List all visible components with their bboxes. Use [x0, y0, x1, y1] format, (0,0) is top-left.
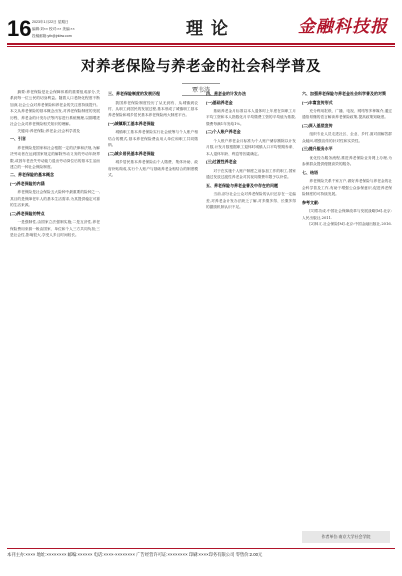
- paragraph: 养老保险是国家和社会根据一定的法律和法规,为解决劳动者在达到国家规定的解除劳动义务的劳动年龄界限,或因年老丧失劳动能力退出劳动岗位后的基本生活而建立的一种社会保险制度。: [10, 145, 100, 170]
- sub-heading: (一)丰富宣传形式: [302, 99, 333, 105]
- paragraph: 关键词:养老保险;养老金;社会科学普及: [17, 128, 81, 133]
- paragraph: 一是强制性,由国家立法强制实施;二是互济性,养老保险费用来源一般由国家、单位和个人三方共同负担;三是社会性,影响很大,享受人多且时间较长。: [10, 220, 100, 238]
- paragraph: 充分利用报纸、广播、电视、网络等多种媒介,通过通俗易懂的语言解读养老保险政策,提高政策知晓度。: [302, 109, 392, 120]
- section-title: 理 论: [186, 19, 229, 39]
- page-number: 16: [7, 16, 32, 41]
- sub-heading: (二)养老保险的特点: [10, 210, 45, 216]
- editor-line: 编辑:刘×× 校对:×× 美编:××: [32, 27, 75, 31]
- article-headline: 对养老保险与养老金的社会科学普及: [81, 58, 321, 75]
- paragraph: 我国养老保险制度经历了从无到有、从城镇到农村、从职工到居民的发展过程,基本形成了城镇职工基本养老保险和城乡居民基本养老保险两大制度平台。: [108, 100, 198, 118]
- section-heading: 七、结语: [302, 169, 318, 175]
- paragraph: 当前,部分社会公众对养老保险的认识还存在一定偏差,对养老金计发办法缺乏了解,对多缴多得、长缴多得的激励机制认识不足。: [206, 192, 296, 210]
- column-2: [108, 89, 198, 531]
- paragraph: 摘要:养老保险是社会保障体系的重要组成部分,关系到每一位公民的切身利益。随着人口老龄化程度不断加深,社会公众对养老保险和养老金的关注度持续提升。本文从养老保险的基本概念出发,对养老保险制度的发展历程、养老金的计发办法等内容进行系统梳理,以期增进社会公众对养老保险相关知识的理解。: [10, 90, 100, 127]
- sub-heading: (二)个人账户养老金: [206, 129, 241, 135]
- sub-heading: (二)深入基层宣传: [302, 122, 333, 128]
- newspaper-logo: 金融科技报: [298, 17, 388, 37]
- sub-heading: (一)基础养老金: [206, 99, 233, 105]
- paragraph: 城镇职工基本养老保险实行社会统筹与个人账户相结合的模式,基本养老保险费由用人单位和职工共同缴纳。: [108, 130, 198, 148]
- reference-item: [1]郑功成.中国社会保障改革与发展战略[M].北京:人民出版社,2011.: [302, 209, 392, 220]
- paragraph: 个人账户养老金月标准为个人账户储存额除以计发月数,计发月数根据职工退休时城镇人口平均预期寿命、本人退休年龄、利息等因素确定。: [206, 138, 296, 156]
- date-line: 2023年1月22日 星期日: [32, 20, 69, 24]
- section-heading: 四、养老金的计发办法: [206, 91, 246, 96]
- paragraph: 养老保险关系千家万户,做好养老保险与养老金的社会科学普及工作,有助于增强公众参保意识,促进养老保险制度的可持续发展。: [302, 179, 392, 197]
- author-affiliation-box: 作者单位:南京大学社会学院: [302, 531, 390, 543]
- references-heading: 参考文献:: [302, 199, 320, 205]
- sub-heading: (三)提升服务水平: [302, 146, 333, 152]
- paragraph: 养老保险是社会保险五大险种中最重要的险种之一,其目的是保障老年人的基本生活需求,为其提供稳定可靠的生活来源。: [10, 190, 100, 208]
- section-heading: 五、养老保险与养老金普及中存在的问题: [206, 182, 278, 188]
- email-line: 投稿邮箱:yth@jrkbw.com: [32, 34, 72, 38]
- paragraph: 城乡居民基本养老保险由个人缴费、集体补助、政府补贴构成,实行个人账户与基础养老金相结合的制度模式。: [108, 160, 198, 178]
- masthead: [0, 0, 402, 44]
- article-author: 覃韦涛: [182, 83, 220, 96]
- column-3: [206, 89, 296, 531]
- footer-rule: [7, 548, 395, 549]
- paragraph: 组织专业人员走进社区、企业、乡村,面对面解答群众疑问,增强宣传的针对性和实效性。: [302, 132, 392, 143]
- section-heading: 六、加强养老保险与养老金社会科学普及的对策: [302, 91, 386, 96]
- header-rule-thin: [7, 46, 395, 47]
- paragraph: 优化经办服务流程,推进养老保险业务网上办理,为参保群众提供便捷高效的服务。: [302, 155, 392, 167]
- section-heading: 二、养老保险的基本概念: [10, 172, 54, 178]
- sub-heading: (三)过渡性养老金: [206, 159, 237, 165]
- reference-item: [2]林义.社会保险[M].北京:中国金融出版社,2016.: [309, 221, 392, 226]
- paragraph: 对于在实施个人账户制度之前参加工作的职工,国家通过发放过渡性养老金对其视同缴费年限予以补偿。: [206, 168, 296, 180]
- section-heading: 一、引言: [10, 136, 26, 142]
- section-heading: 三、养老保险制度的发展历程: [108, 91, 160, 96]
- sub-heading: (二)城乡居民基本养老保险: [108, 150, 155, 156]
- sub-heading: (一)养老保险的内涵: [10, 180, 45, 186]
- sub-heading: (一)城镇职工基本养老保险: [108, 120, 155, 126]
- header-rule: [7, 43, 395, 45]
- column-1: [10, 89, 100, 531]
- footer-imprint: 本刊主办:×××× 地址:×××××××× 邮编:×××××× 电话:××××-×××××××× 广告经营许可证:×××××××× 印刷:××××印务有限公司 零售价:2.00元: [7, 552, 263, 557]
- column-4: [302, 89, 392, 531]
- paragraph: 基础养老金月标准以本人退休时上年度在岗职工月平均工资和本人指数化月平均缴费工资的平均值为基数,缴费每满1年发给1%。: [206, 109, 296, 126]
- article-body: [10, 89, 392, 531]
